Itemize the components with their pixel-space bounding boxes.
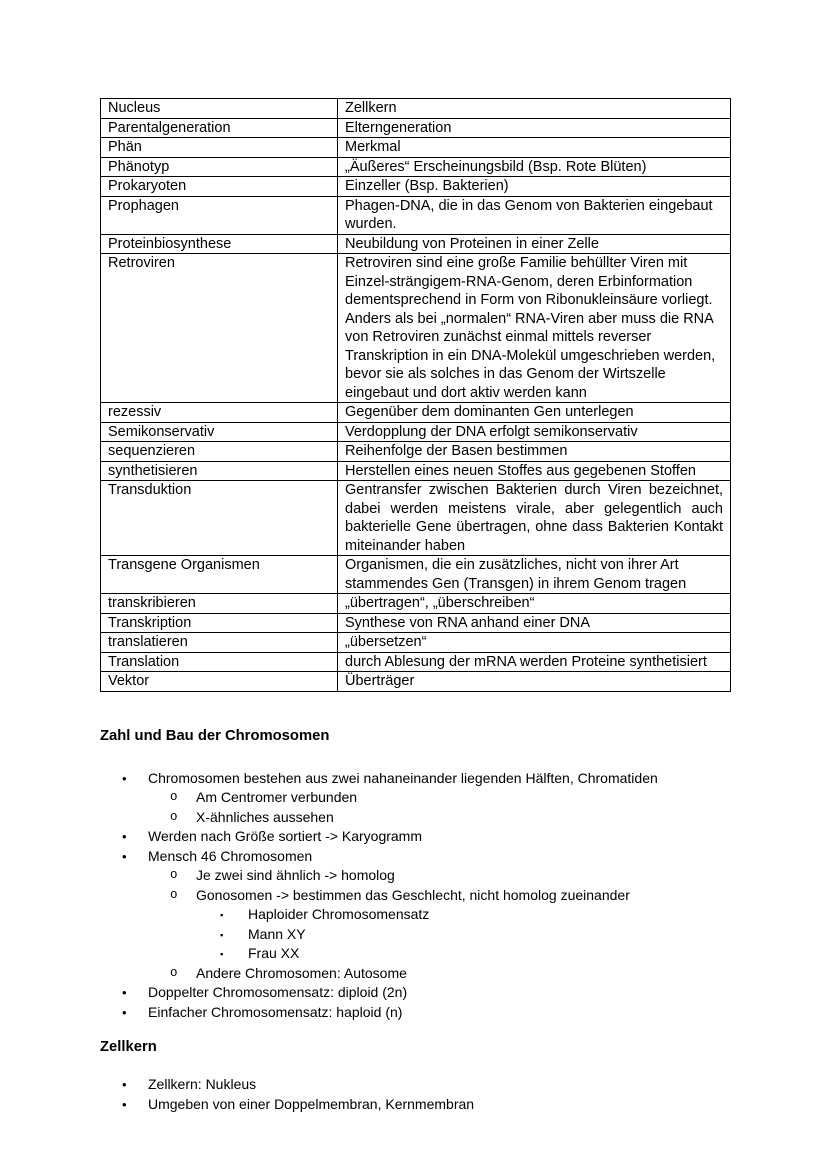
bullet-icon: • — [122, 985, 127, 1000]
bullet-icon: • — [122, 1077, 127, 1092]
list-item-text: Mann XY — [248, 925, 306, 942]
table-row — [101, 613, 731, 633]
bullet-icon: • — [122, 770, 127, 786]
table-row — [101, 481, 731, 556]
list-item — [100, 944, 730, 964]
list-item — [100, 847, 730, 867]
bullet-icon: o — [170, 965, 178, 980]
bullet-icon: ▪ — [220, 949, 224, 960]
glossary-definition: Gentransfer zwischen Bakterien durch Viren bezeichnet, dabei werden meistens virale, aber gelegentlich auch bakterielle Gene übertragen, ohne dass Bakterien Kontakt miteinander haben — [338, 481, 731, 556]
glossary-definition: Gegenüber dem dominanten Gen unterlegen — [338, 403, 731, 423]
table-row — [101, 138, 731, 158]
bullet-list-zellkern — [100, 1075, 730, 1114]
document-content — [100, 98, 730, 1114]
list-item-text: Mensch 46 Chromosomen — [148, 847, 313, 864]
list-item-text: Andere Chromosomen: Autosome — [196, 964, 407, 981]
glossary-definition: Merkmal — [338, 138, 731, 158]
glossary-term: transkribieren — [101, 594, 338, 614]
list-item — [100, 905, 730, 925]
list-item — [100, 788, 730, 808]
list-item-text: Doppelter Chromosomensatz: diploid (2n) — [148, 984, 408, 1000]
list-item-text: Chromosomen bestehen aus zwei nahaneinander liegenden Hälften, Chromatiden — [148, 769, 658, 786]
glossary-definition: Organismen, die ein zusätzliches, nicht von ihrer Art stammendes Gen (Transgen) in ihrem Genom tragen — [338, 556, 731, 594]
list-item — [100, 769, 730, 789]
table-row — [101, 196, 731, 234]
bullet-list-chromosomen — [100, 769, 730, 1023]
list-item-text: X-ähnliches aussehen — [196, 808, 334, 825]
glossary-term: translatieren — [101, 633, 338, 653]
glossary-term: Semikonservativ — [101, 422, 338, 442]
glossary-definition: Phagen-DNA, die in das Genom von Bakterien eingebaut wurden. — [338, 196, 731, 234]
glossary-definition: Verdopplung der DNA erfolgt semikonservativ — [338, 422, 731, 442]
glossary-term: Translation — [101, 652, 338, 672]
bullet-icon: ▪ — [220, 910, 224, 921]
list-item-text: Am Centromer verbunden — [196, 789, 358, 805]
glossary-definition: Elterngeneration — [338, 118, 731, 138]
list-item-text: Haploider Chromosomensatz — [248, 906, 430, 922]
table-row — [101, 118, 731, 138]
list-item — [100, 964, 730, 984]
table-row — [101, 157, 731, 177]
table-row — [101, 652, 731, 672]
glossary-term: Transduktion — [101, 481, 338, 556]
table-row — [101, 254, 731, 403]
glossary-term: synthetisieren — [101, 461, 338, 481]
bullet-icon: o — [170, 868, 178, 882]
glossary-definition: „übertragen“, „überschreiben“ — [338, 594, 731, 614]
list-item-text: Umgeben von einer Doppelmembran, Kernmembran — [148, 1095, 475, 1112]
glossary-definition: durch Ablesung der mRNA werden Proteine synthetisiert — [338, 652, 731, 672]
list-item-text: Zellkern: Nukleus — [148, 1076, 257, 1092]
glossary-definition: Reihenfolge der Basen bestimmen — [338, 442, 731, 462]
table-row — [101, 672, 731, 692]
table-row — [101, 177, 731, 197]
bullet-icon: o — [170, 887, 178, 902]
glossary-term: Parentalgeneration — [101, 118, 338, 138]
list-item-text: Gonosomen -> bestimmen das Geschlecht, nicht homolog zueinander — [196, 886, 630, 903]
glossary-definition: Neubildung von Proteinen in einer Zelle — [338, 234, 731, 254]
table-row — [101, 461, 731, 481]
bullet-icon: o — [170, 809, 178, 824]
table-row — [101, 99, 731, 119]
list-item-text: Frau XX — [248, 945, 300, 961]
list-item-text: Werden nach Größe sortiert -> Karyogramm — [148, 828, 423, 844]
bullet-icon: • — [122, 1004, 127, 1020]
bullet-icon: ▪ — [220, 929, 224, 941]
section-heading-zellkern: Zellkern — [100, 1039, 157, 1055]
glossary-definition: Überträger — [338, 672, 731, 692]
table-row — [101, 422, 731, 442]
list-item — [100, 886, 730, 906]
glossary-term: Vektor — [101, 672, 338, 692]
bullet-icon: o — [170, 790, 178, 804]
list-item — [100, 1095, 730, 1115]
list-item — [100, 925, 730, 945]
list-item — [100, 1075, 730, 1095]
section-heading-chromosomen: Zahl und Bau der Chromosomen — [100, 727, 330, 744]
list-item — [100, 827, 730, 847]
glossary-term: Phänotyp — [101, 157, 338, 177]
bullet-icon: • — [122, 848, 127, 864]
glossary-term: Transkription — [101, 613, 338, 633]
glossary-term: Retroviren — [101, 254, 338, 403]
table-row — [101, 633, 731, 653]
glossary-definition: „Äußeres“ Erscheinungsbild (Bsp. Rote Blüten) — [338, 157, 731, 177]
bullet-icon: • — [122, 1096, 127, 1112]
glossary-definition: Zellkern — [338, 99, 731, 119]
list-item-text: Je zwei sind ähnlich -> homolog — [196, 867, 395, 883]
glossary-definition: Synthese von RNA anhand einer DNA — [338, 613, 731, 633]
list-item — [100, 983, 730, 1003]
glossary-term: sequenzieren — [101, 442, 338, 462]
bullet-icon: • — [122, 829, 127, 844]
glossary-term: Proteinbiosynthese — [101, 234, 338, 254]
table-row — [101, 234, 731, 254]
list-item — [100, 808, 730, 828]
glossary-definition: Herstellen eines neuen Stoffes aus gegebenen Stoffen — [338, 461, 731, 481]
glossary-term: Prophagen — [101, 196, 338, 234]
glossary-term: Transgene Organismen — [101, 556, 338, 594]
glossary-definition: Einzeller (Bsp. Bakterien) — [338, 177, 731, 197]
table-row — [101, 442, 731, 462]
glossary-term: rezessiv — [101, 403, 338, 423]
list-item — [100, 866, 730, 886]
glossary-term: Nucleus — [101, 99, 338, 119]
glossary-term: Prokaryoten — [101, 177, 338, 197]
table-row — [101, 403, 731, 423]
glossary-table — [100, 98, 731, 692]
list-item — [100, 1003, 730, 1023]
table-row — [101, 556, 731, 594]
table-row — [101, 594, 731, 614]
glossary-term: Phän — [101, 138, 338, 158]
list-item-text: Einfacher Chromosomensatz: haploid (n) — [148, 1003, 403, 1020]
glossary-definition: Retroviren sind eine große Familie behüllter Viren mit Einzel-strängigem-RNA-Genom, deren Erbinformation dementsprechend in Form von Ribonukleinsäure vorliegt. Anders als bei „normalen“ RNA-Viren aber muss die RNA von Retroviren zunächst einmal mittels reverser Transkription in ein DNA-Molekül umgeschrieben werden, bevor sie als solches in das Genom der Wirtszelle eingebaut und dort aktiv werden kann — [338, 254, 731, 403]
glossary-definition: „übersetzen“ — [338, 633, 731, 653]
